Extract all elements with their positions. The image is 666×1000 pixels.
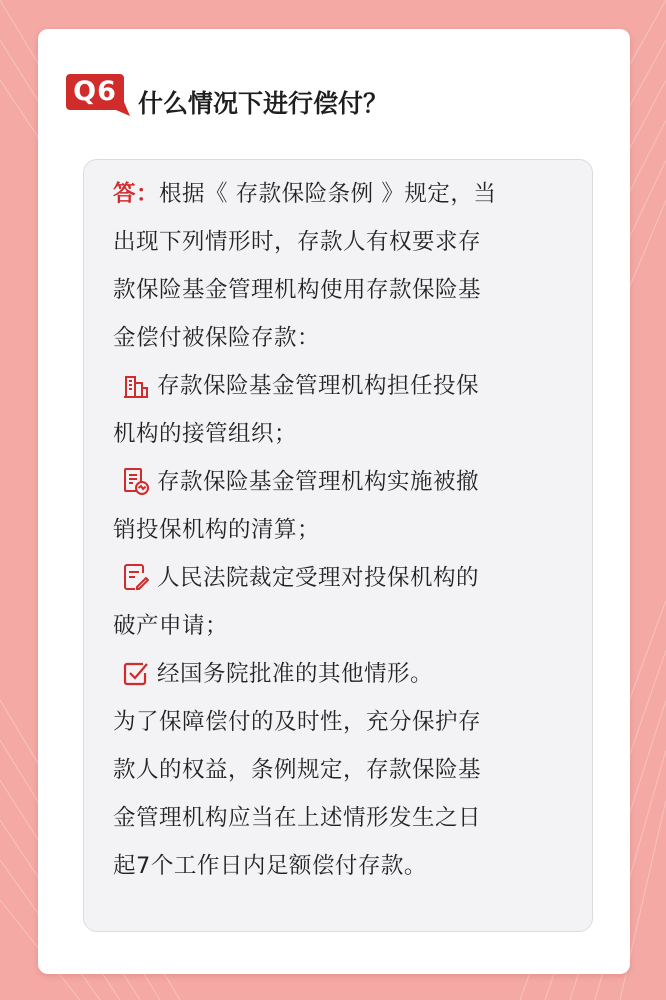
item-text: 存款保险基金管理机构实施被撤 bbox=[157, 469, 480, 495]
item-text: 销投保机构的清算； bbox=[113, 517, 321, 543]
answer-intro-text: 根据《 存款保险条例 》规定，当 bbox=[159, 181, 497, 207]
question-badge bbox=[66, 72, 130, 118]
document-chart-icon bbox=[123, 467, 149, 495]
list-item bbox=[113, 458, 583, 506]
closing-text: 为了保障偿付的及时性，充分保护存 bbox=[113, 709, 482, 735]
closing-text: 金管理机构应当在上述情形发生之日 bbox=[113, 805, 482, 831]
item-text: 经国务院批准的其他情形。 bbox=[157, 661, 434, 687]
list-item bbox=[113, 554, 583, 602]
closing-text: 起7个工作日内足额偿付存款。 bbox=[113, 853, 427, 879]
question-number: Q6 bbox=[73, 76, 117, 107]
checkbox-icon bbox=[123, 659, 149, 687]
answer-label: 答： bbox=[113, 181, 160, 207]
question-title: 什么情况下进行偿付？ bbox=[138, 89, 389, 118]
item-text: 破产申请； bbox=[113, 613, 229, 639]
edit-document-icon bbox=[123, 563, 149, 591]
answer-line bbox=[113, 170, 583, 218]
item-text: 人民法院裁定受理对投保机构的 bbox=[157, 565, 480, 591]
item-text: 存款保险基金管理机构担任投保 bbox=[157, 373, 480, 399]
answer-intro-text: 出现下列情形时，存款人有权要求存 bbox=[113, 229, 482, 255]
list-item bbox=[113, 362, 583, 410]
answer-intro-text: 金偿付被保险存款： bbox=[113, 325, 321, 351]
closing-text: 款人的权益，条例规定，存款保险基 bbox=[113, 757, 482, 783]
answer-body bbox=[113, 170, 583, 890]
building-chart-icon bbox=[123, 371, 149, 399]
answer-intro-text: 款保险基金管理机构使用存款保险基 bbox=[113, 277, 482, 303]
item-text: 机构的接管组织； bbox=[113, 421, 298, 447]
list-item bbox=[113, 650, 583, 698]
